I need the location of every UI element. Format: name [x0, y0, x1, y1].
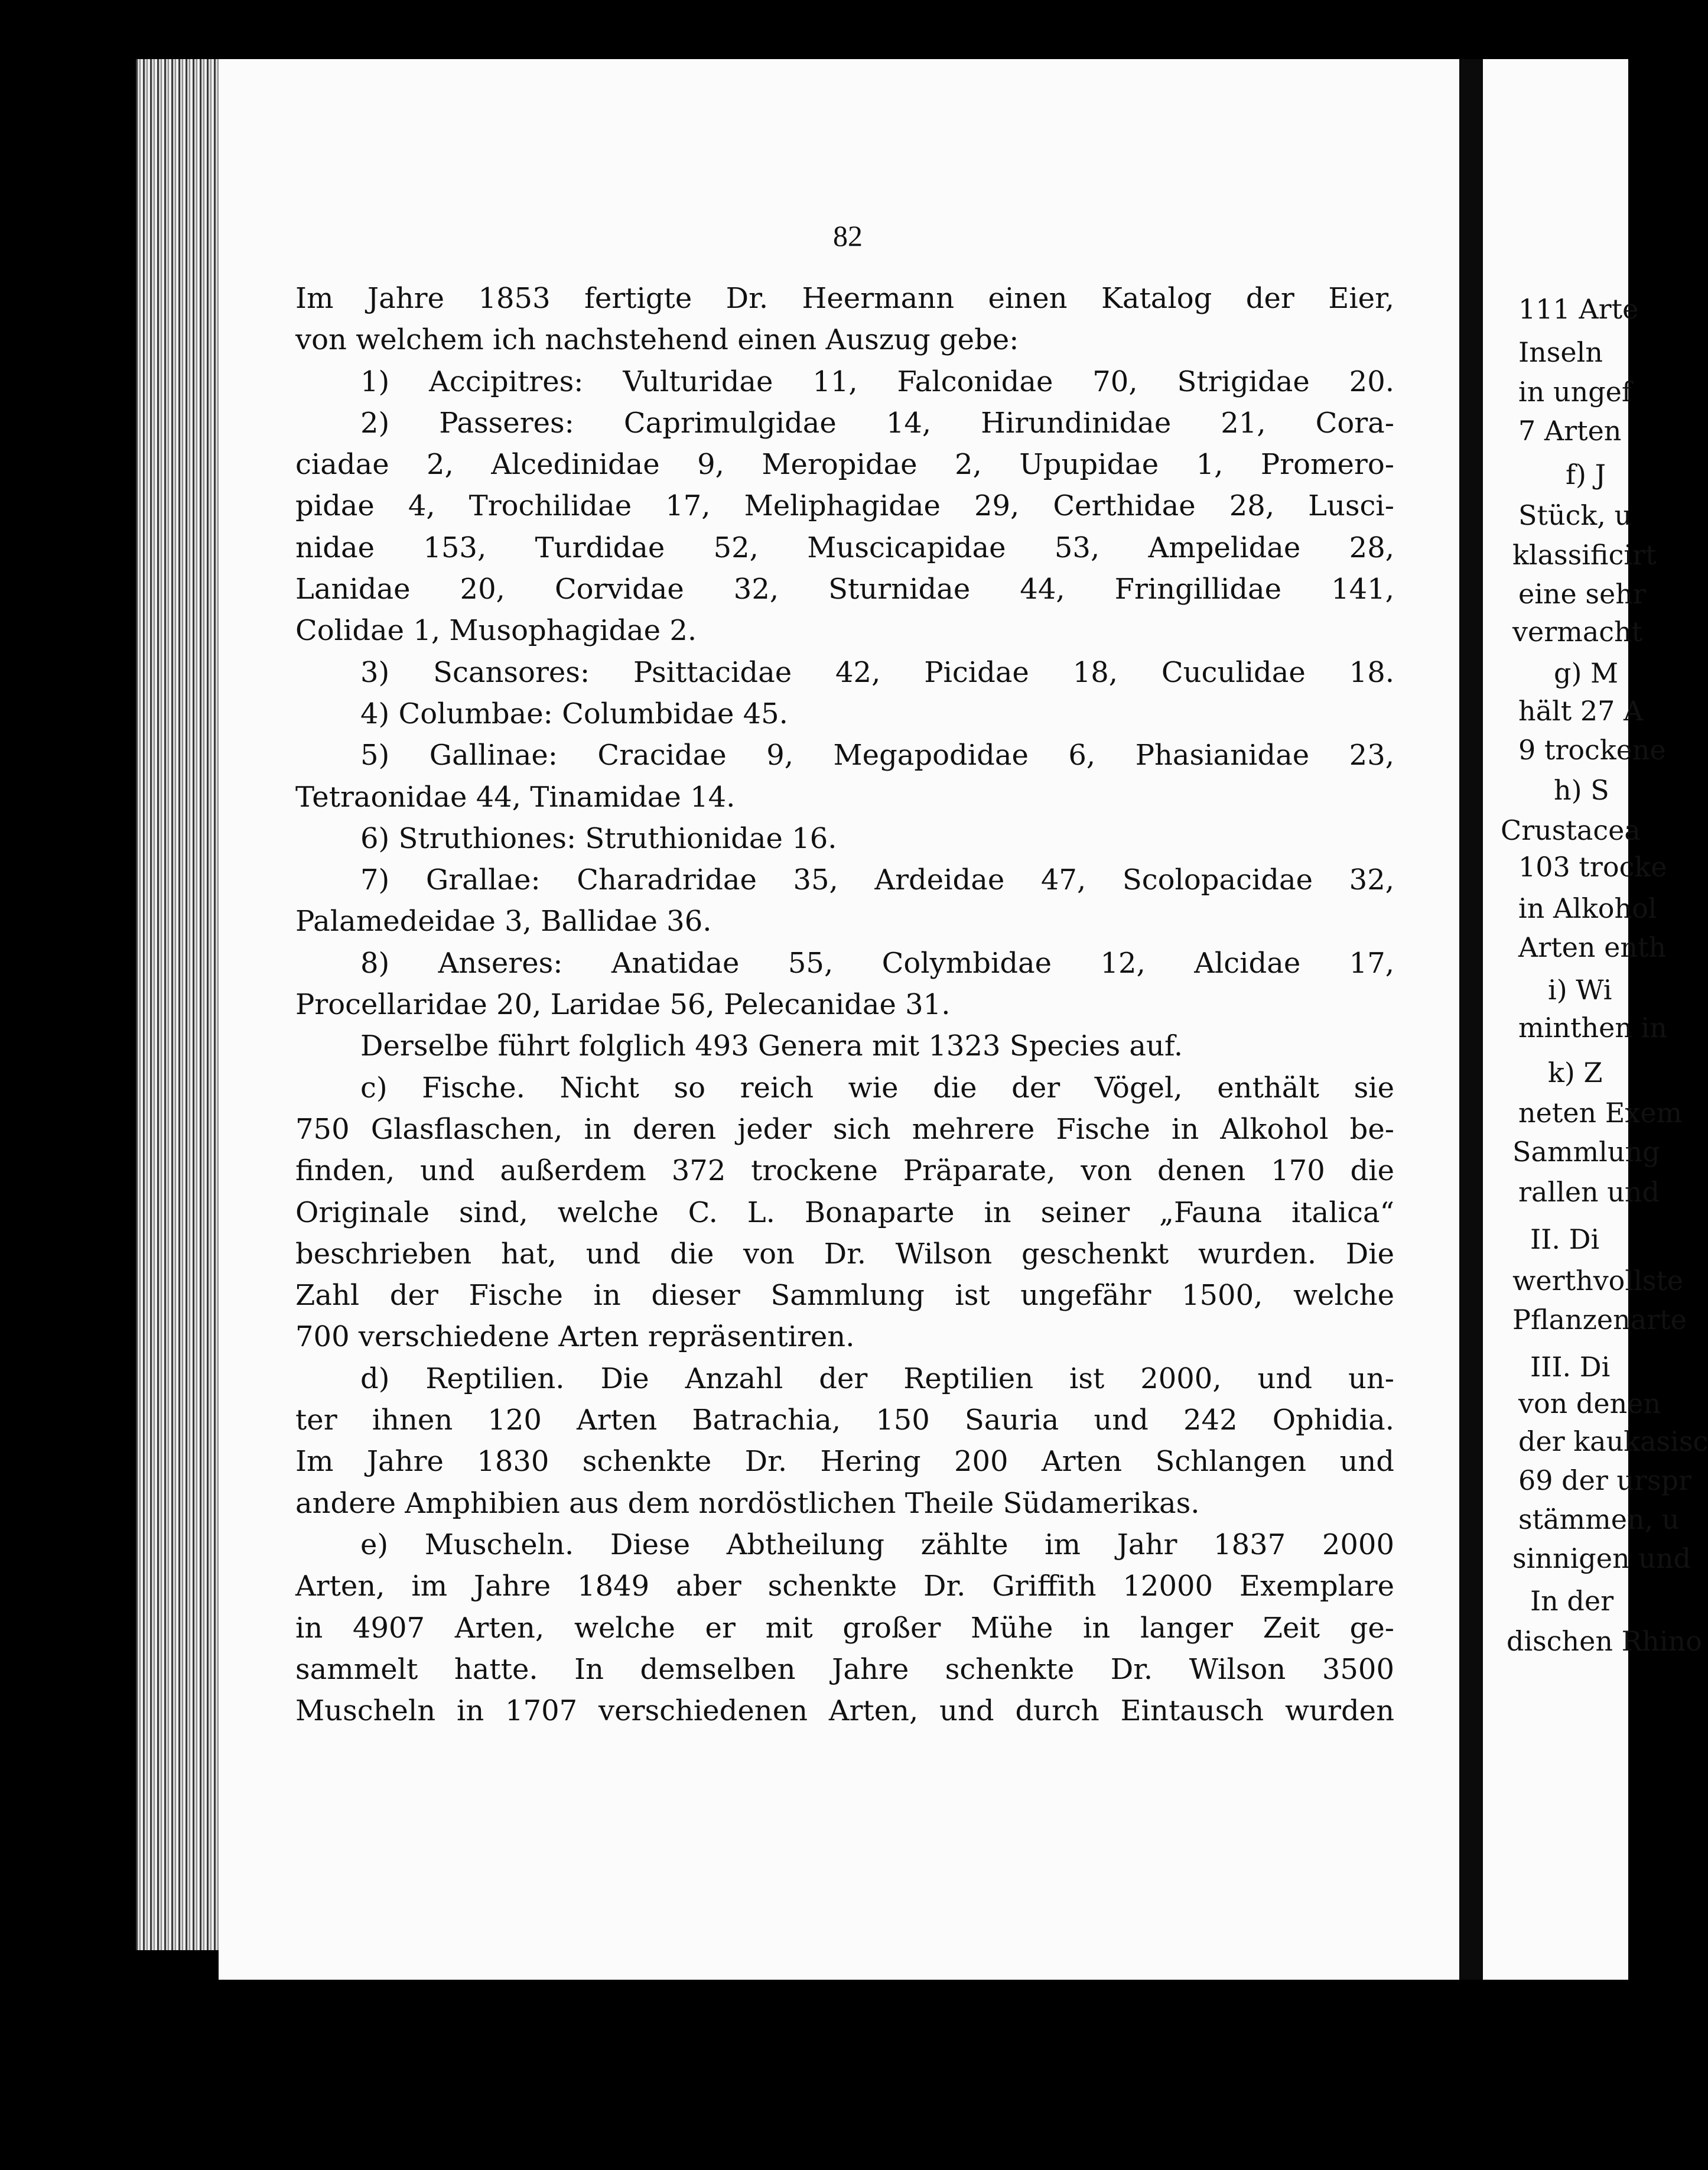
text-line: Im Jahre 1853 fertigte Dr. Heermann einen Katalog der Eier, — [295, 282, 1394, 315]
text-line: Originale sind, welche C. L. Bonaparte in seiner „Fauna italica“ — [295, 1196, 1394, 1229]
facing-page-line: In der — [1530, 1585, 1614, 1617]
text-line: nidae 153, Turdidae 52, Muscicapidae 53, Ampelidae 28, — [295, 531, 1394, 564]
facing-page-line: werthvollste — [1512, 1265, 1684, 1297]
facing-page-line: von denen — [1518, 1388, 1661, 1419]
text-line: 1) Accipitres: Vulturidae 11, Falconidae 70, Strigidae 20. — [360, 365, 1394, 398]
facing-page-line: 103 trocke — [1518, 851, 1667, 883]
facing-page-line: g) M — [1554, 657, 1619, 689]
facing-page-line: III. Di — [1530, 1351, 1611, 1383]
text-line: 700 verschiedene Arten repräsentiren. — [295, 1320, 855, 1354]
facing-page-line: 69 der urspr — [1518, 1464, 1692, 1496]
facing-page-line: stämmen, u — [1518, 1503, 1680, 1535]
text-line: Palamedeidae 3, Ballidae 36. — [295, 905, 712, 938]
facing-page-line: eine sehr — [1518, 578, 1646, 610]
text-line: Procellaridae 20, Laridae 56, Pelecanidae 31. — [295, 988, 951, 1022]
text-line: Muscheln in 1707 verschiedenen Arten, und durch Eintausch wurden — [295, 1694, 1394, 1728]
facing-page-line: in ungef — [1518, 376, 1632, 408]
facing-page-line: hält 27 A — [1518, 695, 1644, 727]
text-line: Colidae 1, Musophagidae 2. — [295, 614, 697, 648]
text-line: 7) Grallae: Charadridae 35, Ardeidae 47, Scolopacidae 32, — [360, 863, 1394, 897]
text-line: andere Amphibien aus dem nordöstlichen Theile Südamerikas. — [295, 1486, 1200, 1520]
facing-page-line: 111 Arte — [1518, 293, 1639, 325]
facing-page-line: rallen und — [1518, 1176, 1660, 1208]
text-line: ciadae 2, Alcedinidae 9, Meropidae 2, Upupidae 1, Promero- — [295, 448, 1394, 482]
book-page-edges — [136, 59, 225, 1950]
book-gutter — [1459, 59, 1483, 1980]
text-line: pidae 4, Trochilidae 17, Meliphagidae 29, Certhidae 28, Lusci- — [295, 489, 1394, 523]
facing-page-line: dischen Rhino — [1507, 1625, 1702, 1657]
facing-page-line: k) Z — [1548, 1057, 1603, 1089]
text-line: 5) Gallinae: Cracidae 9, Megapodidae 6, Phasianidae 23, — [360, 739, 1394, 772]
facing-page-line: Pflanzenarte — [1512, 1304, 1687, 1336]
text-line: Zahl der Fische in dieser Sammlung ist ungefähr 1500, welche — [295, 1279, 1394, 1313]
facing-page-line: 7 Arten — [1518, 415, 1622, 447]
text-line: sammelt hatte. In demselben Jahre schenkte Dr. Wilson 3500 — [295, 1652, 1394, 1686]
page-number: 82 — [833, 219, 863, 252]
text-line: 4) Columbae: Columbidae 45. — [360, 697, 788, 730]
facing-page-line: 9 trockene — [1518, 734, 1666, 766]
text-line: 750 Glasflaschen, in deren jeder sich mehrere Fische in Alkohol be- — [295, 1112, 1394, 1146]
facing-page-line: II. Di — [1530, 1223, 1600, 1255]
text-line: Derselbe führt folglich 493 Genera mit 1323 Species auf. — [360, 1029, 1183, 1063]
text-line: Im Jahre 1830 schenkte Dr. Hering 200 Arten Schlangen und — [295, 1445, 1394, 1479]
main-text-block — [295, 278, 1394, 1732]
facing-page-line: f) J — [1566, 459, 1606, 490]
text-line: e) Muscheln. Diese Abtheilung zählte im Jahr 1837 2000 — [360, 1528, 1394, 1561]
text-line: d) Reptilien. Die Anzahl der Reptilien ist 2000, und un- — [360, 1362, 1394, 1395]
text-line: 6) Struthiones: Struthionidae 16. — [360, 821, 837, 855]
facing-page-line: vermacht — [1512, 616, 1643, 648]
facing-page-line: Stück, u — [1518, 499, 1632, 531]
facing-page-line: h) S — [1554, 774, 1609, 806]
facing-page-line: neten Exem — [1518, 1097, 1683, 1129]
facing-page-line: der kaukasisc — [1518, 1425, 1708, 1457]
text-line: ter ihnen 120 Arten Batrachia, 150 Sauria und 242 Ophidia. — [295, 1404, 1394, 1437]
text-line: 3) Scansores: Psittacidae 42, Picidae 18, Cuculidae 18. — [360, 655, 1394, 689]
text-line: Arten, im Jahre 1849 aber schenkte Dr. Griffith 12000 Exemplare — [295, 1570, 1394, 1603]
facing-page-line: i) Wi — [1548, 974, 1612, 1006]
facing-page-line: Crustacea — [1501, 814, 1641, 846]
text-line: von welchem ich nachstehend einen Auszug gebe: — [295, 323, 1019, 357]
facing-page-line: Inseln — [1518, 336, 1603, 368]
text-line: beschrieben hat, und die von Dr. Wilson geschenkt wurden. Die — [295, 1237, 1394, 1271]
text-line: 8) Anseres: Anatidae 55, Colymbidae 12, Alcidae 17, — [360, 946, 1394, 980]
text-line: 2) Passeres: Caprimulgidae 14, Hirundinidae 21, Cora- — [360, 406, 1394, 440]
facing-page-line: sinnigen und — [1512, 1542, 1691, 1574]
facing-page-line: in Alkohol — [1518, 892, 1657, 924]
text-line: Lanidae 20, Corvidae 32, Sturnidae 44, Fringillidae 141, — [295, 573, 1394, 606]
facing-page-line: minthen in — [1518, 1012, 1667, 1044]
facing-page-line: Arten enth — [1518, 931, 1667, 963]
facing-page-line: klassificirt — [1512, 539, 1657, 571]
facing-page-fragment — [1483, 59, 1708, 1980]
facing-page-line: Sammlung — [1512, 1136, 1660, 1168]
text-line: in 4907 Arten, welche er mit großer Mühe in langer Zeit ge- — [295, 1611, 1394, 1645]
text-line: Tetraonidae 44, Tinamidae 14. — [295, 780, 736, 814]
text-line: finden, und außerdem 372 trockene Präparate, von denen 170 die — [295, 1154, 1394, 1188]
text-line: c) Fische. Nicht so reich wie die der Vögel, enthält sie — [360, 1071, 1394, 1105]
